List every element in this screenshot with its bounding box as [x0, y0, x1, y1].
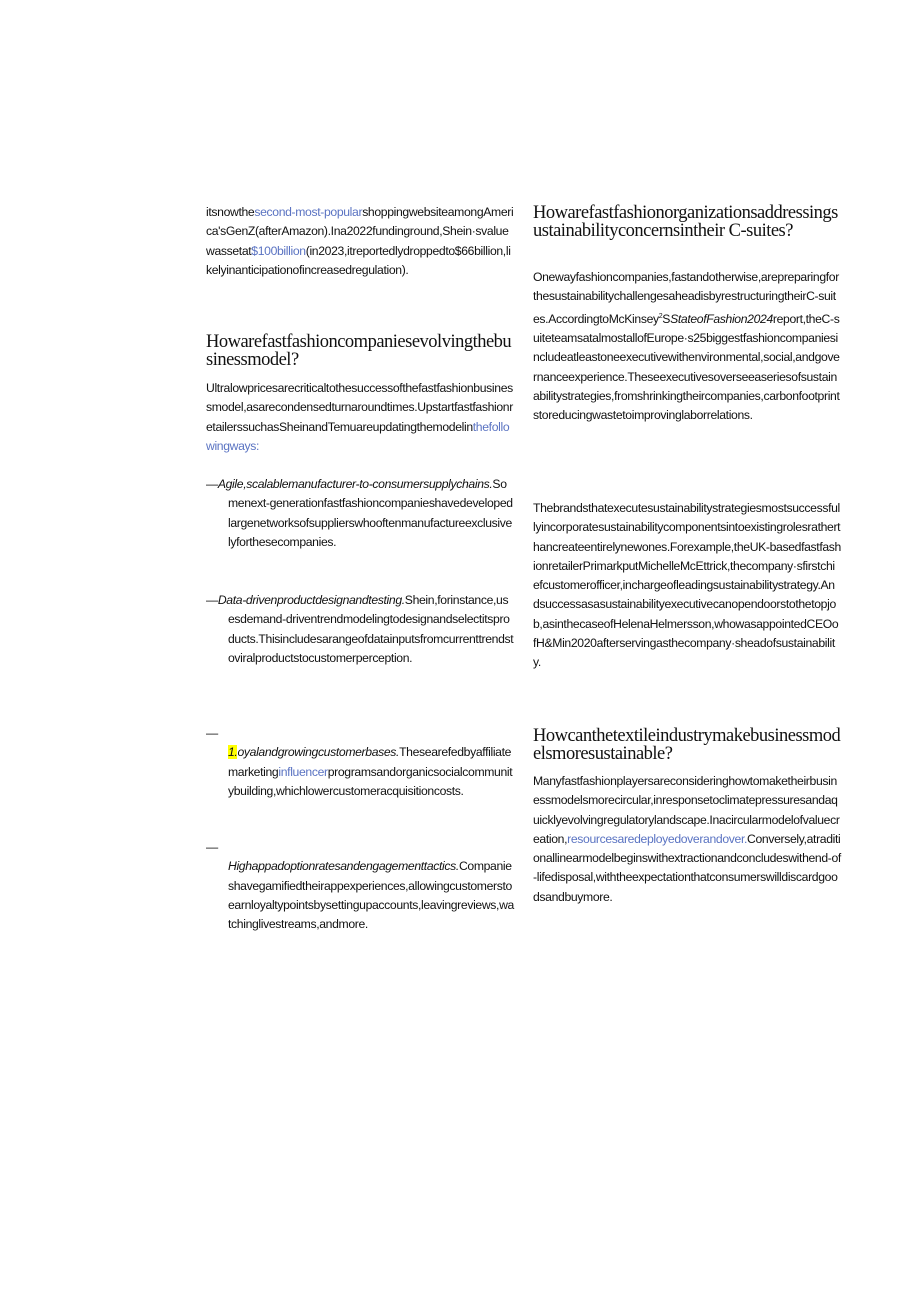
- list-item-lead: Data-drivenproductdesignandtesting.: [217, 593, 405, 607]
- intro-text: (in2023,itreportedlydroppedto$66billion,likelyinanticipationofincreasedregulation).: [206, 243, 511, 277]
- list-item-body: Companieshavegamifiedtheirappexperiences,allowingcustomerstoearnloyaltypointsbysettingupaccounts,leavingreviews,watchinglivestreams,andmore.: [228, 859, 514, 932]
- list-item: [206, 724, 514, 801]
- list-item-lead: oyalandgrowingcustomerbases.: [237, 745, 400, 760]
- list-item-body: programsandorganicsocialcommunitybuilding,whichlowercustomeracquisitioncosts.: [228, 764, 513, 798]
- paragraph-text: Conversely,atraditionallinearmodelbeginswithextractionandconcludeswithend-of-lifedisposal,withtheexpectationthatconsumerswilldiscardgoodsandbuymore.: [533, 831, 841, 904]
- intro-paragraph: [206, 203, 514, 280]
- intro-text: shoppingwebsiteamongAmerica'sGenZ(afterAmazon).Ina2022fundinground,Shein·svaluewassetat: [206, 205, 514, 258]
- intro-text: itsnowthe: [206, 205, 255, 219]
- csuites-paragraph: [533, 268, 841, 425]
- list-item-lead: Agile,scalablemanufacturer-to-consumersupplychains.: [217, 477, 493, 491]
- paragraph-text: Ultralowpricesarecriticaltothesuccessofthefastfashionbusinessmodel,asarecondensedturnaroundtimes.UpstartfastfashionretailerssuchasSheinandTemuareupdatingthemodelin: [206, 381, 513, 434]
- list-item: [206, 591, 514, 668]
- list-item-lead: Highappadoptionratesandengagementtactics.: [228, 859, 459, 874]
- brands-paragraph: Thebrandsthatexecutesustainabilitystrategiesmostsuccessfullyincorporatesustainabilitycomponentsintoexistingrolesratherthancreateentirelynewones.Forexample,theUK-basedfastfashionretailerPrimarkputMichelleMcEttrick,thecompany·sfirstchiefcustomerofficer,inchargeofleadingsustainabilitystrategy.Andsuccessasasustainabilityexecutivecanopendoorstothetopjob,asinthecaseofHelenaHelmersson,whowasappointedCEOofH&Min2020afterservingasthecompany·sheadofsustainability.: [533, 501, 841, 670]
- influencer-link[interactable]: influencer: [278, 764, 328, 779]
- paragraph-text: S: [662, 311, 671, 326]
- paragraph-text: report,theC-suiteteamsatalmostallofEurope·s25biggestfashioncompaniesincludeatleastoneexecutivewithenvironmental,social,andgovernanceexperience.Theseexecutivesoverseeaseriesofsustainabilitystrategies,fromshrinkingtheircompanies,carbonfootprintstoreducingwastetoimprovinglaborrelations.: [533, 311, 840, 423]
- 100-billion-link[interactable]: $100billion: [251, 243, 306, 258]
- paragraph-text: Onewayfashioncompanies,fastandotherwise,arepreparingforthesustainabilitychallengesaheadisbyrestructuringtheirC-suites.AccordingtoMcKinsey: [533, 270, 839, 326]
- following-ways-link[interactable]: thefollowingways:: [206, 419, 510, 453]
- list-item: [206, 475, 514, 552]
- report-title: StateofFashion2024: [670, 311, 773, 326]
- dash-marker: —: [206, 840, 218, 854]
- list-item-body: Shein,forinstance,usesdemand-driventrendmodelingtodesignandselectitsproducts.Thisincludesarangeofdatainputsfromcurrenttrendstoviralproductstocustomerperception.: [228, 593, 514, 665]
- paragraph-text: Manyfastfashionplayersareconsideringhowtomaketheirbusinessmodelsmorecircular,inresponsetoclimatepressuresandaquicklyevolvingregulatorylandscape.Inacircularmodelofvaluecreation,: [533, 774, 840, 846]
- dash-marker: —: [206, 726, 218, 740]
- business-model-paragraph: [206, 379, 514, 456]
- list-item-body: Thesearefedbyaffiliatemarketing: [228, 745, 512, 779]
- textile-paragraph: [533, 772, 841, 907]
- dash-marker: —: [206, 477, 218, 491]
- resources-deployed-link[interactable]: resourcesaredeployedoverandover.: [567, 831, 748, 846]
- list-item: [206, 838, 514, 934]
- section-heading-csuites: Howarefastfashionorganizationsaddressingsustainabilityconcernsintheir C-suites?: [533, 203, 838, 241]
- list-item-body: Somenext-generationfastfashioncompanieshavedevelopedlargenetworksofsupplierswhooftenmanufactureexclusivelyforthesecompanies.: [228, 477, 513, 549]
- dash-marker: —: [206, 593, 218, 607]
- highlighted-mark: 1.: [228, 745, 238, 760]
- section-heading-textile-industry: Howcanthetextileindustrymakebusinessmodelsmoresustainable?: [533, 726, 841, 764]
- section-heading-business-model: Howarefastfashioncompaniesevolvingthebusinessmodel?: [206, 332, 512, 370]
- second-most-popular-link[interactable]: second-most-popular: [254, 205, 363, 219]
- footnote-marker: 2: [658, 312, 663, 320]
